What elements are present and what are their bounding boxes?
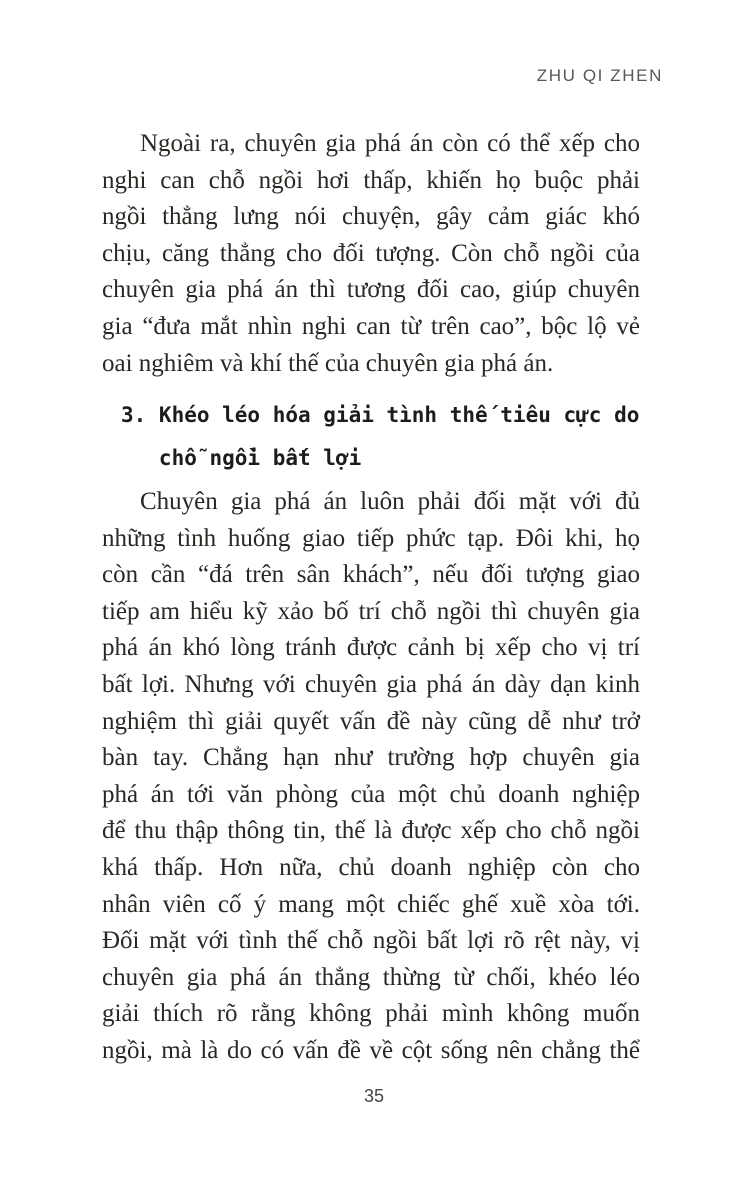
text-line: bàn tay. Chẳng hạn như trường hợp chuyên gia [102,744,640,772]
text-line: Chuyên gia phá án luôn phải đối mặt với đủ [140,488,640,515]
text-line: gia “đưa mắt nhìn nghi can từ trên cao”, bộc lộ vẻ [102,312,640,340]
text-line: bất lợi. Nhưng với chuyên gia phá án dày dạn kinh [102,670,640,698]
text-line: giải thích rõ rằng không phải mình không muốn [102,1000,640,1028]
text-line: chuyên gia phá án thì tương đối cao, giúp chuyên [102,276,640,304]
text-line: ngồi thẳng lưng nói chuyện, gây cảm giác khó [102,203,640,231]
text-line: để thu thập thông tin, thế là được xếp cho chỗ ngồi [102,817,640,845]
text-line: chịu, căng thẳng cho đối tượng. Còn chỗ ngồi của [102,239,640,267]
running-header-author: ZHU QI ZHEN [536,66,663,85]
text-line: chuyên gia phá án thẳng thừng từ chối, khéo léo [102,963,640,991]
text-line: ngồi, mà là do có vấn đề về cột sống nên chẳng thể [102,1036,640,1064]
paragraph-2 [102,484,640,1070]
text-line: còn cần “đá trên sân khách”, nếu đối tượng giao [102,561,640,589]
paragraph-1 [102,126,640,382]
section-heading-line: 3. Khéo léo hóa giải tình thế tiêu cực do [121,403,640,427]
text-line: Đối mặt với tình thế chỗ ngồi bất lợi rõ rệt này, vị [102,927,640,955]
text-line: phá án tới văn phòng của một chủ doanh nghiệp [102,780,640,808]
text-line: khá thấp. Hơn nữa, chủ doanh nghiệp còn cho [102,853,640,881]
text-line: nhân viên cố ý mang một chiếc ghế xuề xòa tới. [102,890,640,918]
text-line: oai nghiêm và khí thế của chuyên gia phá án. [102,349,554,377]
text-line: nghi can chỗ ngồi hơi thấp, khiến họ buộc phải [102,166,640,194]
text-line: phá án khó lòng tránh được cảnh bị xếp cho vị trí [102,634,640,662]
text-line: những tình huống giao tiếp phức tạp. Đôi khi, họ [102,524,640,552]
page-number: 35 [363,1086,385,1106]
text-line: nghiệm thì giải quyết vấn đề này cũng dễ như trở [102,707,640,735]
text-line: tiếp am hiểu kỹ xảo bố trí chỗ ngồi thì chuyên gia [102,597,640,625]
text-line: Ngoài ra, chuyên gia phá án còn có thể xếp cho [140,130,640,157]
section-heading-line: chỗ ngồi bất lợi [158,446,362,470]
section-heading [121,394,645,480]
